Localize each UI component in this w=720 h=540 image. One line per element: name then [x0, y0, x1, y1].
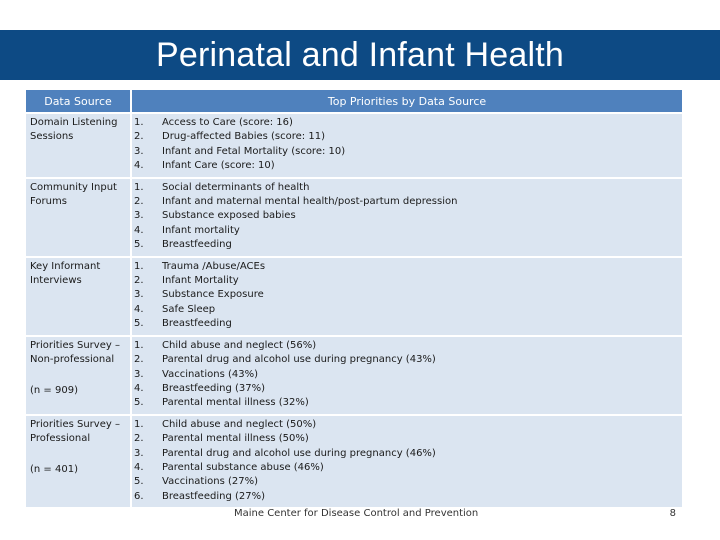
priority-number: 2. [134, 433, 144, 445]
priority-text: Infant Mortality [162, 275, 239, 287]
list-item [132, 224, 680, 238]
priority-text: Child abuse and neglect (50%) [162, 418, 317, 430]
priority-list [132, 260, 680, 332]
priority-list [132, 181, 680, 253]
priority-text: Breastfeeding [162, 318, 232, 330]
priority-text: Social determinants of health [162, 181, 310, 193]
priority-text: Substance exposed babies [162, 210, 296, 222]
list-item [132, 181, 680, 195]
priority-text: Infant mortality [162, 224, 240, 236]
data-source-label: Priorities Survey – Non-professional [30, 339, 120, 366]
list-item [132, 475, 680, 489]
priority-number: 1. [134, 339, 144, 351]
priority-number: 3. [134, 210, 144, 222]
priority-number: 5. [134, 239, 144, 251]
list-item [132, 130, 680, 144]
priority-number: 5. [134, 318, 144, 330]
priority-number: 3. [134, 145, 144, 157]
priority-text: Child abuse and neglect (56%) [162, 339, 317, 351]
page-number: 8 [669, 508, 676, 519]
priority-number: 6. [134, 490, 144, 502]
priority-text: Breastfeeding (37%) [162, 382, 266, 394]
priority-number: 3. [134, 368, 144, 380]
data-source-cell [26, 179, 130, 256]
priorities-cell [132, 114, 682, 177]
priorities-table-container [24, 88, 684, 509]
list-item [132, 116, 680, 130]
data-source-cell [26, 258, 130, 335]
priority-text: Parental drug and alcohol use during pregnancy (43%) [162, 354, 436, 366]
list-item [132, 339, 680, 353]
data-source-cell [26, 416, 130, 507]
priority-text: Safe Sleep [162, 303, 216, 315]
priority-text: Parental mental illness (50%) [162, 433, 309, 445]
list-item [132, 145, 680, 159]
priority-text: Vaccinations (27%) [162, 476, 259, 488]
data-source-label: Domain Listening Sessions [30, 117, 118, 143]
priority-number: 2. [134, 354, 144, 366]
priority-list [132, 116, 680, 174]
priority-number: 4. [134, 303, 144, 315]
header-data-source: Data Source [26, 90, 130, 112]
table-body [26, 114, 682, 507]
priority-number: 4. [134, 382, 144, 394]
slide-footer [0, 508, 720, 524]
slide-title: Perinatal and Infant Health [155, 35, 564, 74]
list-item [132, 317, 680, 331]
priority-text: Drug-affected Babies (score: 11) [162, 131, 325, 143]
list-item [132, 274, 680, 288]
priority-text: Infant and Fetal Mortality (score: 10) [162, 145, 346, 157]
priority-list [132, 339, 680, 411]
data-source-label: Key Informant Interviews [30, 260, 101, 287]
list-item [132, 159, 680, 173]
table-row [26, 179, 682, 256]
table-header-row [26, 90, 682, 112]
priority-text: Parental substance abuse (46%) [162, 461, 324, 473]
priority-number: 1. [134, 418, 144, 430]
priority-number: 3. [134, 289, 144, 301]
list-item [132, 303, 680, 317]
list-item [132, 382, 680, 396]
table-row [26, 416, 682, 507]
priority-number: 2. [134, 196, 144, 208]
list-item [132, 490, 680, 504]
priority-number: 1. [134, 260, 144, 272]
priority-number: 4. [134, 224, 144, 236]
data-source-cell [26, 114, 130, 177]
priority-text: Breastfeeding [162, 239, 232, 251]
priority-number: 1. [134, 181, 144, 193]
sample-size-note: (n = 909) [30, 384, 78, 396]
list-item [132, 288, 680, 302]
table-row [26, 114, 682, 177]
priority-number: 2. [134, 131, 144, 143]
sample-size-note: (n = 401) [30, 463, 78, 475]
priority-list [132, 418, 680, 504]
table-row [26, 258, 682, 335]
list-item [132, 353, 680, 367]
priority-number: 4. [134, 461, 144, 473]
priority-text: Substance Exposure [162, 289, 264, 301]
priority-text: Trauma /Abuse/ACEs [162, 260, 266, 272]
priority-text: Access to Care (score: 16) [162, 117, 293, 128]
priority-number: 4. [134, 160, 144, 172]
list-item [132, 418, 680, 432]
list-item [132, 260, 680, 274]
list-item [132, 447, 680, 461]
priority-text: Parental mental illness (32%) [162, 397, 309, 409]
list-item [132, 396, 680, 410]
priority-text: Parental drug and alcohol use during pregnancy (46%) [162, 447, 436, 459]
priorities-table [24, 88, 684, 509]
list-item [132, 195, 680, 209]
priority-number: 1. [134, 117, 144, 128]
priority-text: Infant Care (score: 10) [162, 160, 275, 172]
priority-number: 3. [134, 447, 144, 459]
priorities-cell [132, 258, 682, 335]
footer-organization: Maine Center for Disease Control and Prevention [234, 508, 479, 519]
list-item [132, 238, 680, 252]
priority-text: Vaccinations (43%) [162, 368, 259, 380]
list-item [132, 461, 680, 475]
priority-text: Breastfeeding (27%) [162, 490, 266, 502]
data-source-label: Community Input Forums [30, 181, 117, 208]
priority-number: 5. [134, 476, 144, 488]
priority-number: 2. [134, 275, 144, 287]
table-row [26, 337, 682, 414]
list-item [132, 368, 680, 382]
priorities-cell [132, 337, 682, 414]
data-source-label: Priorities Survey – Professional [30, 418, 120, 445]
priorities-cell [132, 179, 682, 256]
priorities-cell [132, 416, 682, 507]
data-source-cell [26, 337, 130, 414]
header-top-priorities: Top Priorities by Data Source [132, 90, 682, 112]
priority-text: Infant and maternal mental health/post-partum depression [162, 196, 458, 208]
priority-number: 5. [134, 397, 144, 409]
list-item [132, 209, 680, 223]
slide-title-bar [0, 30, 720, 80]
list-item [132, 432, 680, 446]
